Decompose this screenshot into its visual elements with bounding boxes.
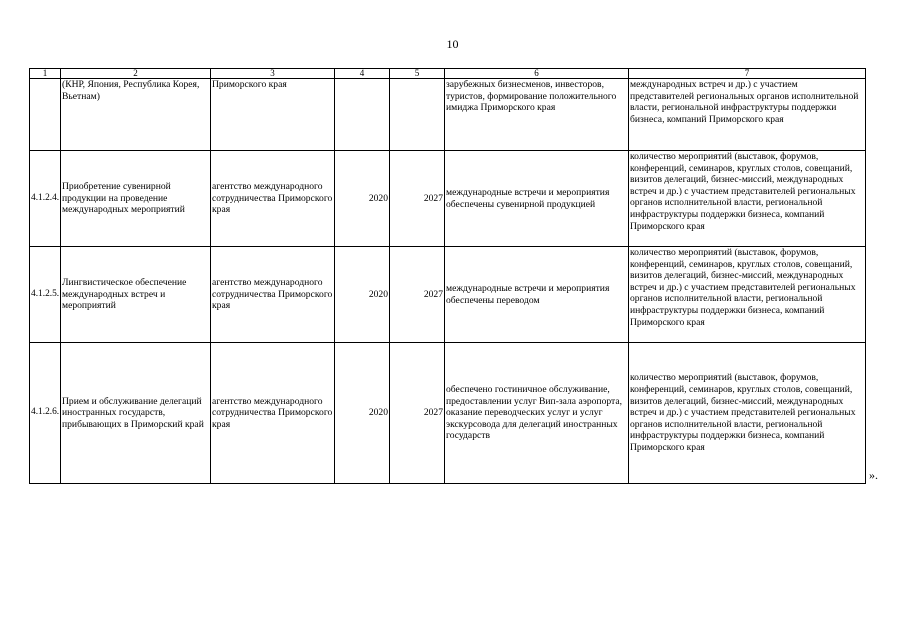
page-number: 10 <box>446 37 459 51</box>
indicator: количество мероприятий (выставок, форумов, конференций, семинаров, круглых столов, совещаний, визитов делегаций, бизнес-миссий, международных встреч и др.) с участием представителей региональных органов исполнительной власти, региональной инфраструктуры поддержки бизнеса, компаний Приморского края <box>629 151 866 247</box>
executor: агентство международного сотрудничества Приморского края <box>211 247 335 343</box>
column-number: 1 <box>30 69 61 79</box>
activity-name: (КНР, Япония, Республика Корея, Вьетнам) <box>61 79 211 151</box>
column-number: 3 <box>211 69 335 79</box>
table-row <box>30 343 866 484</box>
activity-name: Прием и обслуживание делегаций иностранных государств, прибывающих в Приморский край <box>61 343 211 484</box>
table-row <box>30 79 866 151</box>
end-year: 2027 <box>390 343 445 484</box>
indicator: международных встреч и др.) с участием представителей региональных органов исполнительной власти, региональной инфраструктуры поддержки бизнеса, компаний Приморского края <box>629 79 866 151</box>
start-year: 2020 <box>335 343 390 484</box>
expected-result: зарубежных бизнесменов, инвесторов, туристов, формирование положительного имиджа Приморского края <box>445 79 629 151</box>
item-number <box>30 79 61 151</box>
item-number: 4.1.2.5. <box>30 247 61 343</box>
executor: агентство международного сотрудничества Приморского края <box>211 151 335 247</box>
closing-quote-mark: ». <box>869 468 878 482</box>
column-number: 7 <box>629 69 866 79</box>
start-year <box>335 79 390 151</box>
executor: агентство международного сотрудничества Приморского края <box>211 343 335 484</box>
column-number: 5 <box>390 69 445 79</box>
executor: Приморского края <box>211 79 335 151</box>
activities-table <box>29 68 866 484</box>
indicator: количество мероприятий (выставок, форумов, конференций, семинаров, круглых столов, совещаний, визитов делегаций, бизнес-миссий, международных встреч и др.) с участием представителей региональных органов исполнительной власти, региональной инфраструктуры поддержки бизнеса, компаний Приморского края <box>629 247 866 343</box>
table-row <box>30 151 866 247</box>
activity-name: Лингвистическое обеспечение международных встреч и мероприятий <box>61 247 211 343</box>
end-year <box>390 79 445 151</box>
item-number: 4.1.2.4. <box>30 151 61 247</box>
expected-result: международные встречи и мероприятия обеспечены сувенирной продукцией <box>445 151 629 247</box>
item-number: 4.1.2.6. <box>30 343 61 484</box>
column-number-row <box>30 69 866 79</box>
expected-result: международные встречи и мероприятия обеспечены переводом <box>445 247 629 343</box>
activity-name: Приобретение сувенирной продукции на проведение международных мероприятий <box>61 151 211 247</box>
end-year: 2027 <box>390 151 445 247</box>
expected-result: обеспечено гостиничное обслуживание, предоставлении услуг Вип-зала аэропорта, оказание переводческих услуг и услуг экскурсовода для делегаций иностранных государств <box>445 343 629 484</box>
column-number: 6 <box>445 69 629 79</box>
column-number: 2 <box>61 69 211 79</box>
table-row <box>30 247 866 343</box>
end-year: 2027 <box>390 247 445 343</box>
indicator: количество мероприятий (выставок, форумов, конференций, семинаров, круглых столов, совещаний, визитов делегаций, бизнес-миссий, международных встреч и др.) с участием представителей региональных органов исполнительной власти, региональной инфраструктуры поддержки бизнеса, компаний Приморского края <box>629 343 866 484</box>
start-year: 2020 <box>335 151 390 247</box>
start-year: 2020 <box>335 247 390 343</box>
column-number: 4 <box>335 69 390 79</box>
